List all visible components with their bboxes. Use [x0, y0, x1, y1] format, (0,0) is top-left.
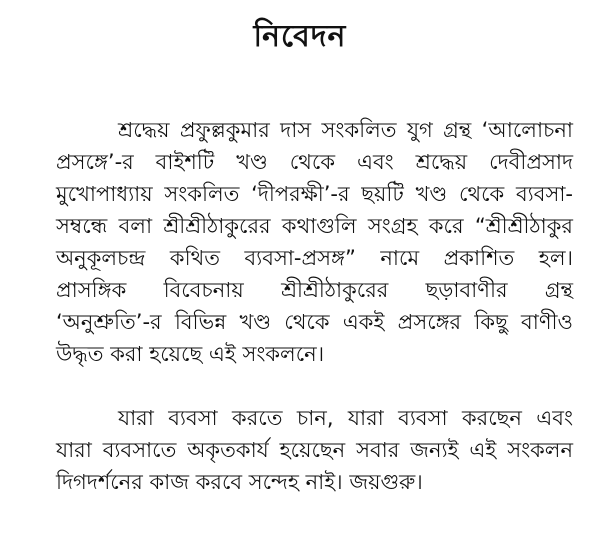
paragraph-line: যারা ব্যবসা করতে চান, যারা ব্যবসা করছেন এবং — [118, 406, 573, 430]
paragraph-line: অনুকূলচন্দ্র কথিত ব্যবসা-প্রসঙ্গ” নামে প্রকাশিত হল। — [56, 246, 573, 270]
paragraph-line: উদ্ধৃত করা হয়েছে এই সংকলনে। — [56, 342, 325, 366]
paragraph-line: ‘অনুশ্রুতি’-র বিভিন্ন খণ্ড থেকে একই প্রসঙ্গের কিছু বাণীও — [56, 310, 573, 334]
paragraph-line: শ্রদ্ধেয় প্রফুল্লকুমার দাস সংকলিত যুগ গ্রন্থ ‘আলোচনা — [118, 118, 573, 142]
paragraph-line: প্রসঙ্গে’-র বাইশটি খণ্ড থেকে এবং শ্রদ্ধেয় দেবীপ্রসাদ — [56, 150, 573, 174]
paragraph-line: মুখোপাধ্যায় সংকলিত ‘দীপরক্ষী’-র ছয়টি খণ্ড থেকে ব্যবসা- — [56, 182, 573, 206]
paragraph-line: যারা ব্যবসাতে অকৃতকার্য হয়েছেন সবার জন্যই এই সংকলন — [56, 438, 573, 462]
page-title: নিবেদন — [253, 19, 347, 54]
paragraph-line: দিগদর্শনের কাজ করবে সন্দেহ নাই। জয়গুরু। — [56, 470, 423, 494]
paragraph-line: প্রাসঙ্গিক বিবেচনায় শ্রীশ্রীঠাকুরের ছড়াবাণীর গ্রন্থ — [56, 278, 573, 302]
paragraph-line: সম্বন্ধে বলা শ্রীশ্রীঠাকুরের কথাগুলি সংগ্রহ করে “শ্রীশ্রীঠাকুর — [56, 214, 573, 238]
